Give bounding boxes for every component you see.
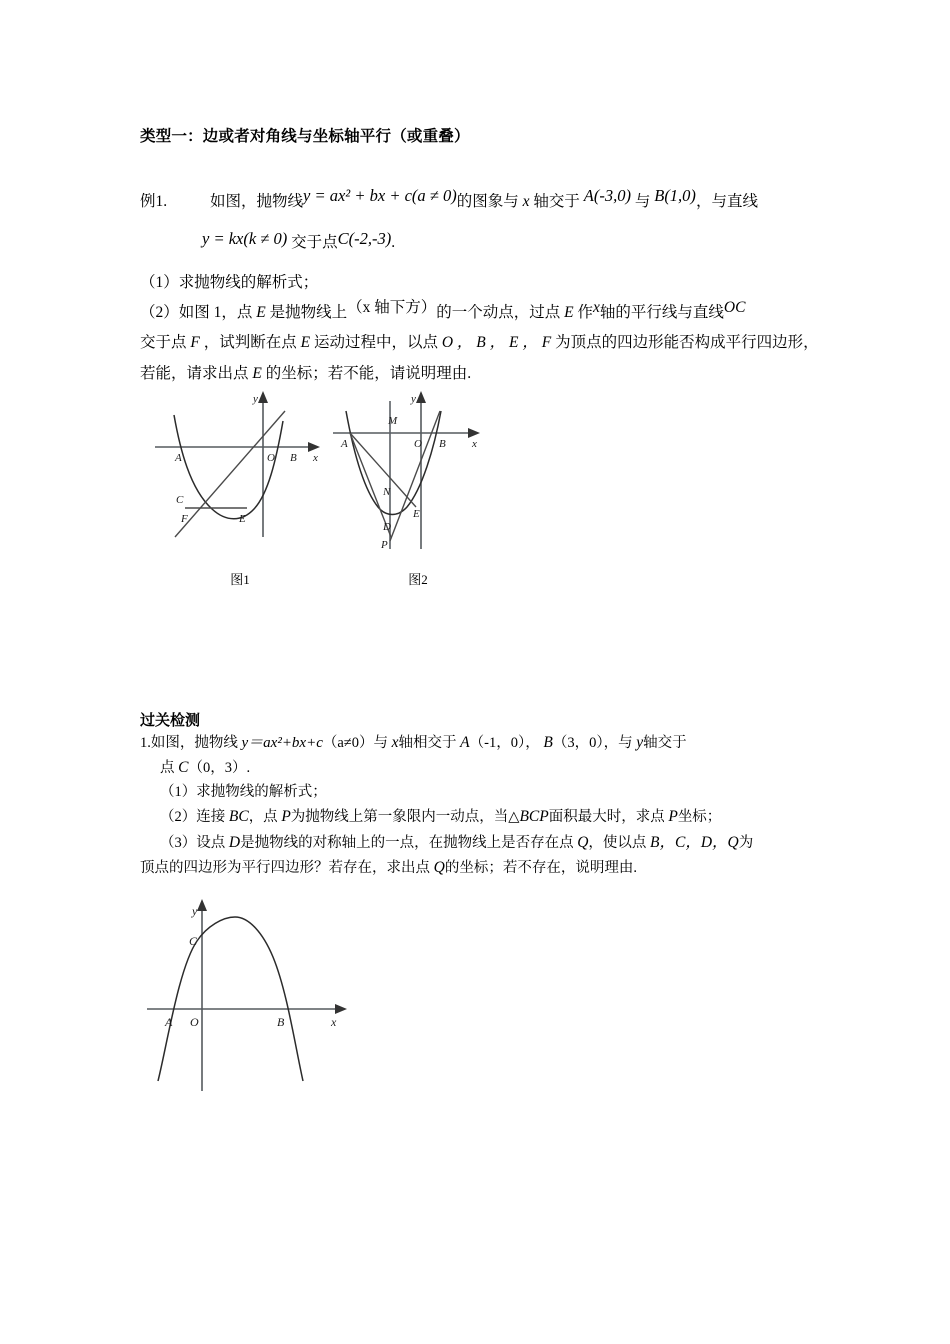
fig3-parabola bbox=[158, 917, 303, 1081]
fig3-y-arrowhead bbox=[197, 899, 207, 911]
chk-intro-y: y bbox=[636, 733, 644, 751]
chk-q3-d: D bbox=[228, 833, 241, 851]
fig3-label-C: C bbox=[189, 933, 198, 948]
chk-q2-c: 为抛物线上第一象限内一动点，当△ bbox=[290, 809, 520, 826]
chk-intro-line2-a: 点 bbox=[160, 760, 175, 777]
chk-q3-c: ，使以点 bbox=[588, 834, 647, 851]
chk-intro-line2-end: . bbox=[246, 760, 251, 777]
chk-q2-bcp: BCP bbox=[519, 808, 549, 826]
fig3-label-x: x bbox=[331, 1014, 337, 1029]
q2-text-e: 轴的平行线与直线 bbox=[599, 304, 724, 322]
figure-row-bottom bbox=[140, 895, 830, 1115]
fig3-label-O: O bbox=[190, 1014, 199, 1029]
chk-intro-B: B bbox=[543, 733, 553, 751]
q2-text-g: ，试判断在点 bbox=[203, 334, 297, 352]
checkpoint-q2 bbox=[140, 804, 830, 829]
fig2-label-O: O bbox=[414, 437, 422, 450]
fig3-x-arrowhead bbox=[335, 1004, 347, 1014]
fig2-x-arrowhead bbox=[468, 428, 480, 438]
chk-q2-b: ，点 bbox=[248, 809, 278, 826]
chk-intro-x: x bbox=[391, 733, 399, 751]
chk-intro-e: 轴交于 bbox=[643, 734, 687, 751]
figure-3-svg bbox=[145, 895, 375, 1110]
example-formula-2: y = kx(k ≠ 0) bbox=[202, 228, 288, 248]
chk-q3-e: 的坐标；若不存在，说明理由. bbox=[444, 860, 637, 877]
fig2-line-pb bbox=[390, 411, 440, 541]
fig2-label-x: x bbox=[472, 437, 477, 450]
chk-intro-b: （a≠0）与 bbox=[322, 734, 389, 751]
fig1-label-O: O bbox=[267, 451, 275, 464]
chk-q2-a: （2）连接 bbox=[160, 809, 226, 826]
example-text-d: 与 bbox=[634, 192, 651, 210]
q2-text-h: 运动过程中，以点 bbox=[313, 334, 438, 352]
fig2-label-E: E bbox=[413, 507, 420, 520]
q2-paren-note: （x 轴下方） bbox=[347, 299, 437, 317]
checkpoint-intro bbox=[140, 730, 830, 755]
chk-intro-C: C bbox=[178, 759, 189, 777]
fig2-label-B: B bbox=[439, 437, 446, 450]
fig1-label-x: x bbox=[313, 451, 318, 464]
fig1-label-C: C bbox=[176, 493, 184, 506]
example-text-f: 交于点 bbox=[291, 233, 338, 251]
chk-intro-A-val: （-1，0） bbox=[469, 734, 526, 751]
example-axis-x: x bbox=[522, 192, 530, 210]
fig1-label-E: E bbox=[239, 512, 246, 525]
example-question-1: （1）求抛物线的解析式； bbox=[140, 274, 319, 292]
fig1-label-A: A bbox=[175, 451, 182, 464]
example-point-a: A(-3,0) bbox=[583, 185, 631, 205]
q2-point-e1: E bbox=[256, 304, 266, 322]
q2-text-b: 是抛物线上 bbox=[269, 304, 348, 322]
fig2-y-arrowhead bbox=[416, 391, 426, 403]
example-text-e: ，与直线 bbox=[695, 192, 758, 210]
chk-intro-a: 1.如图，抛物线 bbox=[140, 734, 238, 751]
chk-intro-C-val: （0，3） bbox=[188, 760, 247, 777]
checkpoint-q3 bbox=[140, 830, 830, 855]
example-text-a: 如图，抛物线 bbox=[210, 192, 304, 210]
chk-q3-line2: 顶点的四边形为平行四边形？若存在，求出点 bbox=[140, 860, 430, 877]
fig2-label-N: N bbox=[383, 485, 391, 498]
chk-intro-A: A bbox=[460, 733, 470, 751]
example-question-2 bbox=[140, 298, 830, 328]
figure-1-svg bbox=[150, 389, 330, 564]
example-text-b: 的图象与 bbox=[456, 192, 519, 210]
figure-1 bbox=[150, 389, 330, 588]
q2-text-j: 的坐标；若不能，请说明理由. bbox=[265, 364, 472, 382]
q2-point-f: F bbox=[190, 334, 200, 352]
chk-q3-q: Q bbox=[577, 833, 589, 851]
example-period: . bbox=[391, 233, 396, 251]
figure-row-top bbox=[140, 389, 830, 594]
checkpoint-q1: （1）求抛物线的解析式； bbox=[160, 783, 327, 800]
q2-text-d: 作 bbox=[577, 304, 594, 322]
chk-q3-q2: Q bbox=[433, 859, 445, 877]
fig2-label-M: M bbox=[388, 414, 398, 427]
figure-2-caption: 图2 bbox=[408, 571, 428, 587]
example-line-1 bbox=[140, 186, 830, 216]
chk-q2-p2: P bbox=[668, 808, 678, 826]
chk-q2-e: 坐标； bbox=[677, 809, 722, 826]
checkpoint-title: 过关检测 bbox=[140, 712, 201, 729]
section-title: 类型一：边或者对角线与坐标轴平行（或重叠） bbox=[140, 128, 470, 145]
chk-intro-B-val: （3，0） bbox=[552, 734, 604, 751]
fig3-label-B: B bbox=[277, 1014, 285, 1029]
chk-q2-bc: BC bbox=[228, 808, 249, 826]
chk-q3-pts: B，C，D，Q bbox=[650, 833, 739, 851]
fig3-label-A: A bbox=[165, 1014, 173, 1029]
chk-q2-d: 面积最大时，求点 bbox=[548, 809, 665, 826]
fig2-label-D: D bbox=[383, 520, 391, 533]
example-line-2 bbox=[140, 223, 830, 254]
example-formula-1: y = ax² + bx + c(a ≠ 0) bbox=[303, 185, 457, 205]
fig2-label-P: P bbox=[381, 538, 388, 551]
fig1-label-B: B bbox=[290, 451, 297, 464]
fig1-x-arrowhead bbox=[308, 442, 320, 452]
q2-text-c: 的一个动点，过点 bbox=[436, 304, 561, 322]
chk-q3-a: （3）设点 bbox=[160, 834, 226, 851]
q2-points-obef: O ， B ， E ， F bbox=[441, 334, 552, 352]
example-point-c: C(-2,-3) bbox=[337, 228, 392, 248]
q2-point-e3: E bbox=[300, 334, 311, 352]
fig3-label-y: y bbox=[192, 903, 198, 918]
chk-intro-c: 轴相交于 bbox=[398, 734, 457, 751]
fig1-y-arrowhead bbox=[258, 391, 268, 403]
figure-2 bbox=[328, 389, 508, 588]
example-point-b: B(1,0) bbox=[654, 185, 696, 205]
checkpoint-q3-line2 bbox=[140, 855, 830, 880]
example-question-2-cont bbox=[140, 328, 830, 388]
fig1-label-y: y bbox=[253, 392, 258, 405]
figure-3 bbox=[145, 895, 375, 1115]
example-label: 例1. bbox=[140, 192, 168, 210]
q2-point-e4: E bbox=[252, 364, 262, 382]
chk-intro-comma: ， bbox=[525, 734, 540, 751]
q2-axis-x: x bbox=[593, 299, 600, 317]
fig1-parabola bbox=[174, 415, 283, 519]
chk-q3-d2: 为 bbox=[738, 834, 754, 851]
fig2-label-A: A bbox=[341, 437, 348, 450]
q2-text-i: 为顶点的四边形能否构成平行四边形，若能，请求出点 bbox=[140, 334, 819, 382]
example-text-c: 轴交于 bbox=[533, 192, 580, 210]
q2-text-a: （2）如图 1，点 bbox=[140, 304, 253, 322]
fig1-label-F: F bbox=[181, 512, 188, 525]
chk-intro-formula: y＝ax²+bx+c bbox=[241, 734, 323, 751]
figure-2-svg bbox=[328, 389, 508, 564]
q2-point-e2: E bbox=[564, 304, 574, 322]
chk-intro-d: ，与 bbox=[603, 734, 633, 751]
chk-q3-b: 是抛物线的对称轴上的一点，在抛物线上是否存在点 bbox=[240, 834, 574, 851]
fig2-label-y: y bbox=[411, 392, 416, 405]
q2-line-oc: OC bbox=[723, 299, 746, 317]
q2-text-f: 交于点 bbox=[140, 334, 187, 352]
figure-1-caption: 图1 bbox=[230, 571, 250, 587]
document-content bbox=[140, 126, 830, 1115]
checkpoint-intro-line2 bbox=[140, 755, 830, 780]
chk-q2-p: P bbox=[281, 808, 291, 826]
